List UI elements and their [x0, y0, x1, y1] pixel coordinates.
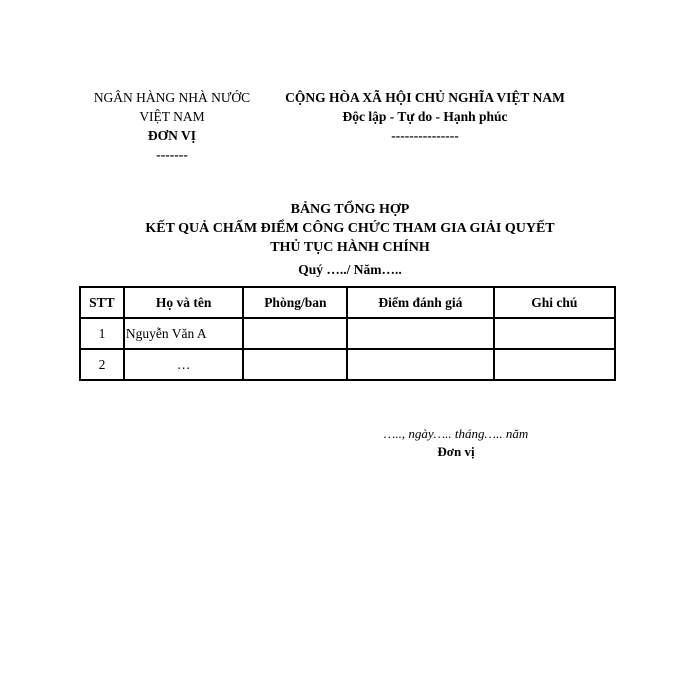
cell-stt: 2 [80, 349, 124, 380]
signature-unit-label: Đơn vị [437, 444, 475, 459]
col-header-department: Phòng/ban [243, 287, 347, 318]
agency-name-line1: NGÂN HÀNG NHÀ NƯỚC [93, 90, 251, 105]
title-line1: BẢNG TỔNG HỢP [290, 202, 410, 217]
header-right-divider: --------------- [391, 128, 459, 143]
title-line2: KẾT QUẢ CHẤM ĐIỂM CÔNG CHỨC THAM GIA GIẢI QUYẾT [145, 221, 555, 236]
col-header-stt: STT [80, 287, 124, 318]
agency-name-line2: VIỆT NAM [139, 109, 205, 124]
col-header-score: Điểm đánh giá [347, 287, 493, 318]
cell-score [347, 318, 493, 349]
unit-name: ĐƠN VỊ [147, 128, 197, 143]
document-title [0, 200, 700, 257]
cell-note [494, 349, 615, 380]
cell-name: Nguyễn Văn A [124, 318, 244, 349]
col-header-note: Ghi chú [494, 287, 615, 318]
result-table [79, 286, 616, 381]
period-line: Quý …../ Năm….. [298, 262, 402, 277]
header-left-divider: ------- [156, 147, 188, 162]
col-header-name: Họ và tên [124, 287, 244, 318]
header-left [72, 88, 272, 164]
signature-block [356, 425, 556, 461]
cell-department [243, 349, 347, 380]
table-row [80, 349, 615, 380]
cell-name: … [124, 349, 244, 380]
header-right [265, 88, 585, 145]
cell-note [494, 318, 615, 349]
national-title: CỘNG HÒA XÃ HỘI CHỦ NGHĨA VIỆT NAM [285, 90, 565, 105]
date-line: ….., ngày….. tháng….. năm [383, 426, 529, 441]
national-motto: Độc lập - Tự do - Hạnh phúc [342, 109, 508, 124]
cell-department [243, 318, 347, 349]
cell-stt: 1 [80, 318, 124, 349]
cell-score [347, 349, 493, 380]
table-header-row [80, 287, 615, 318]
title-line3: THỦ TỤC HÀNH CHÍNH [270, 240, 430, 255]
table-row [80, 318, 615, 349]
